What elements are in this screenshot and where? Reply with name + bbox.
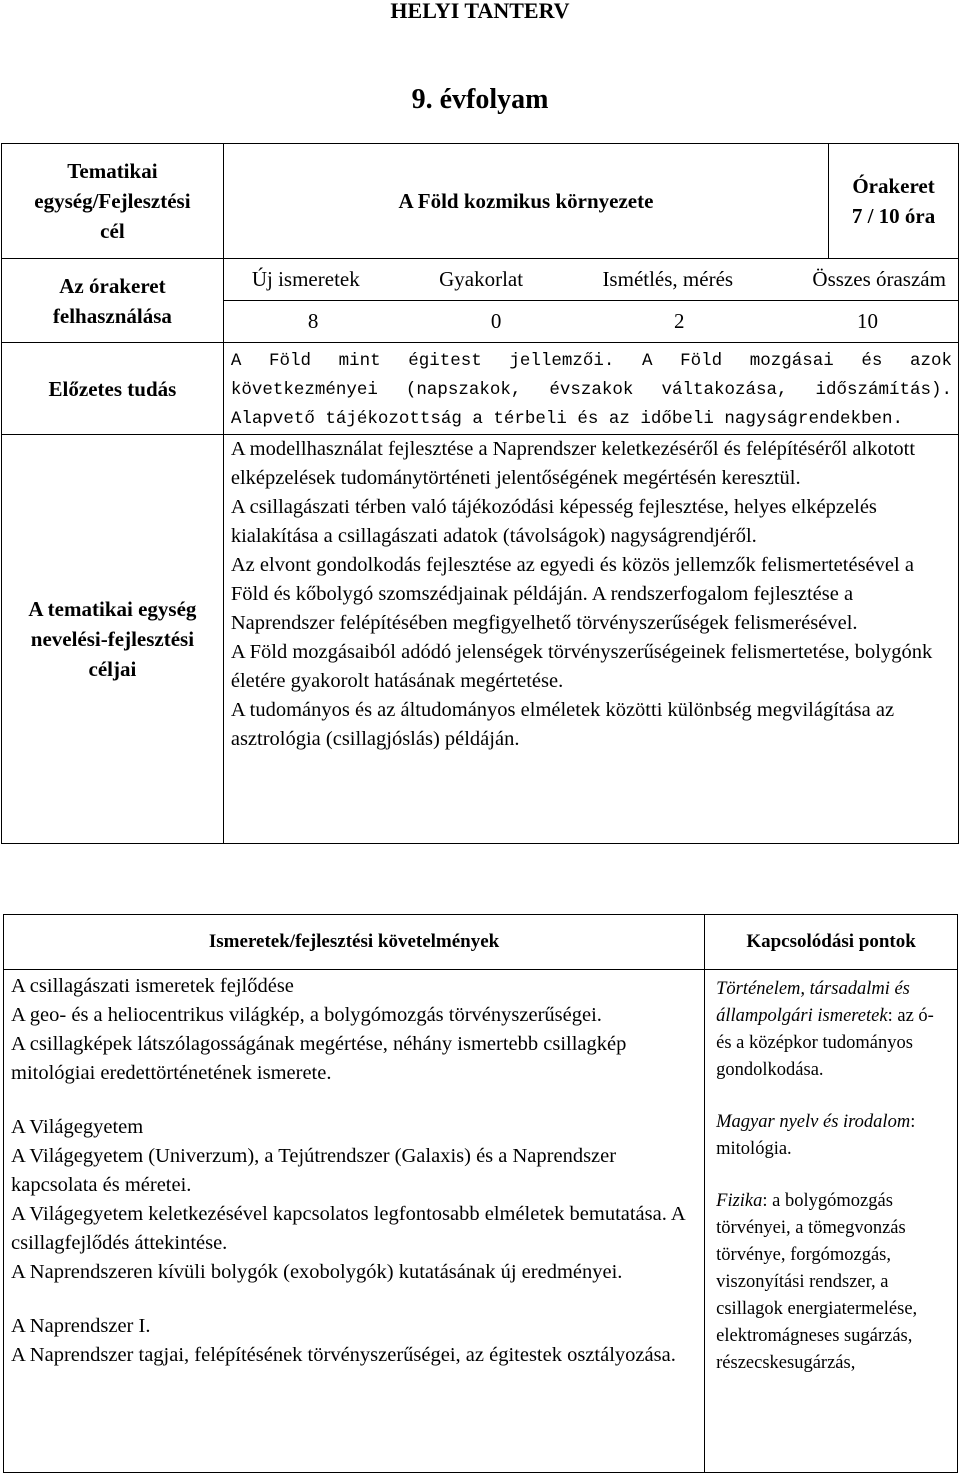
- unit-table: [1, 143, 959, 844]
- usage-col-new: Új ismeretek: [251, 267, 360, 291]
- req-line: A geo- és a heliocentrikus világkép, a bolygómozgás törvényszerűségei.: [11, 1004, 602, 1026]
- connection-literature: Magyar nyelv és irodalom: mitológia.: [716, 1112, 916, 1159]
- usage-columns: [223, 259, 958, 301]
- usage-col-review: Ismétlés, mérés: [602, 267, 734, 291]
- hours-label: Órakeret: [852, 174, 935, 198]
- usage-val-review: 2: [673, 309, 685, 333]
- requirements-header: Ismeretek/fejlesztési követelmények: [4, 915, 705, 970]
- req-section-2-title: A Világegyetem: [11, 1116, 144, 1138]
- hours-value: 7 / 10 óra: [851, 204, 936, 228]
- goals-text: [223, 435, 958, 844]
- req-section-3-title: A Naprendszer I.: [11, 1315, 151, 1337]
- connection-physics: Fizika: a bolygómozgás törvényei, a tömegvonzás törvénye, forgómozgás, viszonyítási rendszer, a csillagok energiatermelése, elektromágneses sugárzás, részecskesugárzás,: [716, 1191, 918, 1373]
- goal-paragraph: Az elvont gondolkodás fejlesztése az egyedi és közös jellemzők felismertetésével a Föld és kőbolygó szomszédjainak példáján. A rendszerfogalom fejlesztése a Naprendszer felépítésében megfigyelhető törvényszerűségek felismerésével.: [230, 554, 914, 634]
- usage-val-total: 10: [856, 309, 878, 333]
- goal-paragraph: A modellhasználat fejlesztése a Naprendszer keletkezéséről és felépítéséről alkotott elképzelések tudománytörténeti jelentőségének megértésén keresztül.: [230, 438, 916, 489]
- req-line: A Naprendszeren kívüli bolygók (exobolygók) kutatásának új eredményei.: [11, 1261, 623, 1283]
- hours-cell: [829, 144, 959, 259]
- requirements-body: [4, 970, 705, 1473]
- usage-val-new: 8: [307, 309, 319, 333]
- document-header: HELYI TANTERV: [390, 0, 570, 23]
- usage-label: Az órakeret felhasználása: [2, 259, 224, 343]
- connection-history: Történelem, társadalmi és állampolgári ismeretek: az ó- és a középkor tudományos gondolkodása.: [716, 979, 934, 1080]
- unit-title: A Föld kozmikus környezete: [223, 144, 828, 259]
- goal-paragraph: A csillagászati térben való tájékozódási képesség fejlesztése, helyes elképzelés kialakítása a csillagászati adatok (távolságok) nagyságrendjéről.: [230, 496, 877, 547]
- goals-label: A tematikai egység nevelési-fejlesztési céljai: [2, 435, 224, 844]
- grade-title: 9. évfolyam: [411, 84, 549, 115]
- goal-paragraph: A Föld mozgásaiból adódó jelenségek törvényszerűségeinek felismertetése, bolygónk életére gyakorolt hatásának megértetése.: [230, 641, 933, 692]
- goal-paragraph: A tudományos és az áltudományos elméletek közötti különbség megvilágítása az asztrológia (csillagjóslás) példáján.: [230, 699, 895, 750]
- prior-text: A Föld mint égitest jellemzői. A Föld mozgásai és azok következményei (napszakok, évszakok váltakozása, időszámítás). Alapvető tájékozottság a térbeli és az időbeli nagyságrendekben.: [223, 343, 958, 435]
- usage-val-practice: 0: [490, 309, 502, 333]
- usage-col-practice: Gyakorlat: [439, 267, 524, 291]
- usage-values: [223, 301, 958, 343]
- req-line: A csillagképek látszólagosságának megértése, néhány ismertebb csillagkép mitológiai eredettörténetének ismerete.: [11, 1033, 627, 1084]
- req-section-1-title: A csillagászati ismeretek fejlődése: [11, 975, 294, 997]
- req-line: A Világegyetem (Univerzum), a Tejútrendszer (Galaxis) és a Naprendszer kapcsolata és méretei.: [11, 1145, 617, 1196]
- unit-label: Tematikai egység/Fejlesztési cél: [2, 144, 224, 259]
- usage-col-total: Összes óraszám: [812, 267, 946, 291]
- connections-header: Kapcsolódási pontok: [705, 915, 958, 970]
- prior-label: Előzetes tudás: [2, 343, 224, 435]
- req-line: A Naprendszer tagjai, felépítésének törvényszerűségei, az égitestek osztályozása.: [11, 1344, 676, 1366]
- requirements-table: [3, 914, 958, 1473]
- req-line: A Világegyetem keletkezésével kapcsolatos legfontosabb elméletek bemutatása. A csillagfejlődés áttekintése.: [11, 1203, 685, 1254]
- connections-body: [705, 970, 958, 1473]
